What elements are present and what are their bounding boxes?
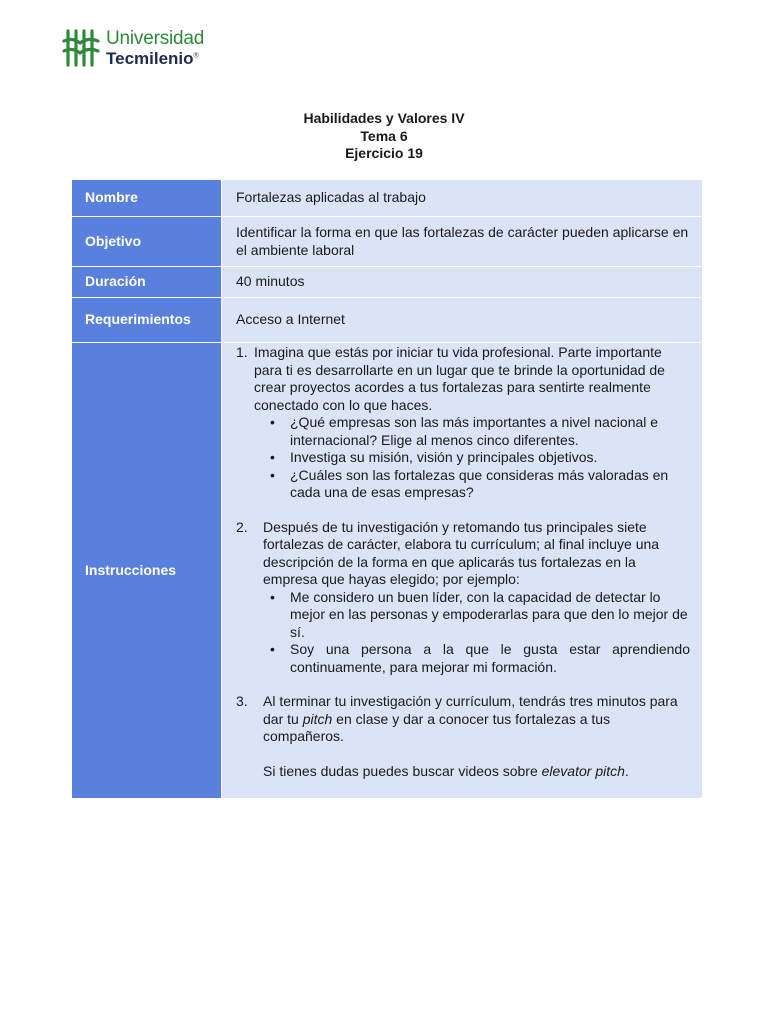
table-row-duracion [72, 267, 702, 298]
tecmilenio-logo-icon [62, 27, 100, 69]
table-row-nombre [72, 180, 702, 217]
document-header [0, 110, 768, 163]
bullet-icon: • [270, 466, 275, 483]
step-3-note: Si tienes dudas puedes buscar videos sobre elevator pitch. [263, 762, 629, 779]
label-nombre: Nombre [72, 180, 222, 217]
table-row-requerimientos [72, 298, 702, 343]
step-1-text: Imagina que estás por iniciar tu vida profesional. Parte importante para ti es desarrollarte en un lugar que te brinde la oportunidad de crear proyectos acordes a tus fortalezas para sentirte realmente conectado con lo que haces. [254, 344, 665, 413]
value-instrucciones [222, 343, 703, 799]
step-3-text: Al terminar tu investigación y currículum, tendrás tres minutos para dar tu pitch en clase y dar a conocer tus fortalezas a tus compañeros. [263, 693, 678, 744]
value-objetivo: Identificar la forma en que las fortalezas de carácter pueden aplicarse en el ambiente laboral [222, 217, 703, 267]
list-item: • Investiga su misión, visión y principales objetivos. [263, 449, 690, 467]
bullet-icon: • [270, 588, 275, 605]
university-logo [62, 26, 204, 70]
course-title: Habilidades y Valores IV [303, 110, 465, 126]
exercise-table [72, 180, 702, 799]
logo-line-tecmilenio [106, 50, 204, 67]
label-objetivo: Objetivo [72, 217, 222, 267]
exercise-title: Ejercicio 19 [345, 145, 423, 161]
instruction-step-1 [236, 344, 690, 414]
label-duracion: Duración [72, 267, 222, 298]
list-item: • ¿Cuáles son las fortalezas que consideras más valoradas en cada una de esas empresas? [263, 467, 690, 502]
pitch-term: pitch [302, 710, 333, 727]
registered-mark: ® [193, 52, 199, 60]
step-2-bullets [263, 589, 690, 677]
value-nombre: Fortalezas aplicadas al trabajo [222, 180, 703, 217]
logo-brand-name: Tecmilenio [106, 49, 194, 68]
table-row-objetivo [72, 217, 702, 267]
topic-title: Tema 6 [360, 127, 408, 144]
step-number: 1. [236, 344, 248, 360]
elevator-pitch-term: elevator pitch [541, 762, 625, 779]
step-2-text: Después de tu investigación y retomando tus principales siete fortalezas de carácter, elabora tu currículum; al final incluye una descripción de la forma en que aplicarás tus fortalezas en la empresa que hayas elegido; por ejemplo: [263, 518, 660, 587]
list-item: • Me considero un buen líder, con la capacidad de detectar lo mejor en las personas y empoderarlas para que den lo mejor de sí. [263, 589, 690, 642]
list-item: • ¿Qué empresas son las más importantes a nivel nacional e internacional? Elige al menos cinco diferentes. [263, 414, 690, 449]
step-number: 3. [236, 693, 248, 709]
label-requerimientos: Requerimientos [72, 298, 222, 343]
table-row-instrucciones [72, 343, 702, 799]
value-requerimientos: Acceso a Internet [222, 298, 703, 343]
bullet-icon: • [270, 414, 275, 430]
bullet-icon: • [270, 641, 275, 657]
label-instrucciones: Instrucciones [72, 343, 222, 799]
step-number: 2. [236, 518, 248, 535]
bullet-icon: • [270, 449, 275, 465]
step-1-bullets [263, 414, 690, 502]
instruction-step-2 [236, 519, 690, 677]
logo-line-universidad: Universidad [106, 28, 205, 49]
value-duracion: 40 minutos [222, 267, 703, 298]
instruction-step-3 [236, 693, 690, 780]
list-item: • Soy una persona a la que le gusta estar aprendiendo continuamente, para mejorar mi formación. [263, 641, 690, 676]
